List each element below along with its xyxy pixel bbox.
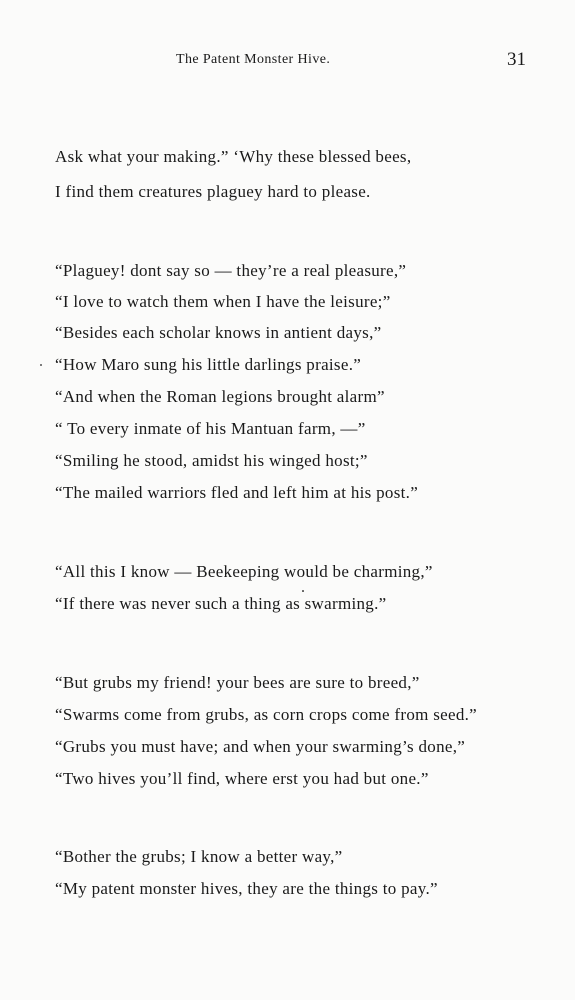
verse-line: “Two hives you’ll find, where erst you had but one.” (55, 769, 429, 788)
verse-line: “I love to watch them when I have the leisure;” (55, 292, 391, 311)
verse-line: “If there was never such a thing as swarming.” (55, 594, 387, 613)
verse-line: “Swarms come from grubs, as corn crops come from seed.” (55, 705, 478, 724)
running-head (0, 49, 575, 76)
verse-line: “Smiling he stood, amidst his winged host;” (55, 451, 368, 470)
verse-line: “How Maro sung his little darlings praise.” (55, 355, 362, 374)
verse-line: “My patent monster hives, they are the things to pay.” (55, 879, 438, 898)
verse-line: “Plaguey! dont say so — they’re a real pleasure,” (55, 261, 407, 280)
verse-line: I find them creatures plaguey hard to please. (55, 182, 371, 201)
verse-line: “Besides each scholar knows in antient days,” (55, 323, 382, 342)
verse-line: Ask what your making.” ‘Why these blessed bees, (55, 147, 412, 166)
verse-line: “But grubs my friend! your bees are sure to breed,” (55, 673, 420, 692)
verse-line: “Bother the grubs; I know a better way,” (55, 847, 343, 866)
verse-line: “ To every inmate of his Mantuan farm, —” (55, 419, 366, 438)
verse-line: “The mailed warriors fled and left him at his post.” (55, 483, 419, 502)
page-number: 31 (507, 49, 526, 70)
verse-line: “All this I know — Beekeeping would be charming,” (55, 562, 433, 581)
verse-line: “And when the Roman legions brought alarm” (55, 387, 385, 406)
ink-speck (302, 590, 304, 592)
verse-line: “Grubs you must have; and when your swarming’s done,” (55, 737, 466, 756)
running-title: The Patent Monster Hive. (176, 52, 331, 67)
ink-speck (40, 364, 42, 366)
